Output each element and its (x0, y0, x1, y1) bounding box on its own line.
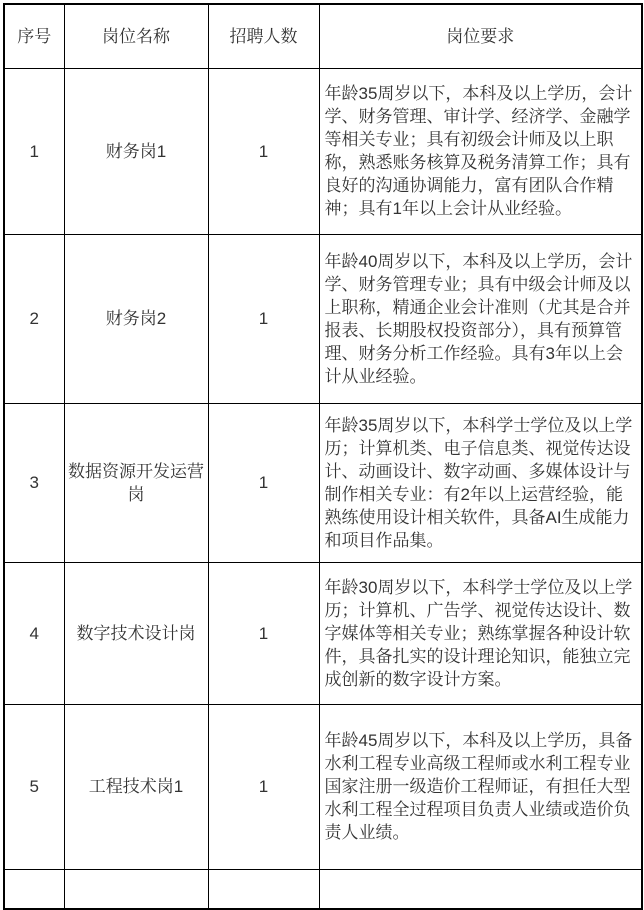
position-name-cell: 数字技术设计岗 (64, 562, 208, 704)
table-row (4, 704, 642, 869)
serial-number-cell (4, 869, 64, 909)
recruit-count-cell: 1 (208, 562, 319, 704)
requirements-cell: 年龄35周岁以下，本科及以上学历，会计学、财务管理、审计学、经济学、金融学等相关专业；具有初级会计师及以上职称，熟悉账务核算及税务清算工作；具有良好的沟通协调能力，富有团队合作精神；具有1年以上会计从业经验。 (319, 68, 642, 234)
position-name-cell: 工程技术岗1 (64, 704, 208, 869)
requirements-cell: 年龄35周岁以下，本科学士学位及以上学历；计算机类、电子信息类、视觉传达设计、动画设计、数字动画、多媒体设计与制作相关专业：有2年以上运营经验，能熟练使用设计相关软件，具备AI生成能力和项目作品集。 (319, 403, 642, 562)
table-row-partial (4, 869, 642, 909)
table-header-row (4, 4, 642, 68)
table-row (4, 403, 642, 562)
recruit-count-cell (208, 869, 319, 909)
position-name-cell (64, 869, 208, 909)
table-row (4, 562, 642, 704)
requirements-cell (319, 869, 642, 909)
serial-number-cell: 3 (4, 403, 64, 562)
requirements-cell: 年龄45周岁以下，本科及以上学历，具备水利工程专业高级工程师或水利工程专业国家注册一级造价工程师证，有担任大型水利工程全过程项目负责人业绩或造价负责人业绩。 (319, 704, 642, 869)
recruit-count-cell: 1 (208, 704, 319, 869)
serial-number-cell: 2 (4, 234, 64, 403)
header-serial-number: 序号 (4, 4, 64, 68)
recruit-count-cell: 1 (208, 234, 319, 403)
job-positions-table (3, 3, 643, 910)
position-name-cell: 财务岗1 (64, 68, 208, 234)
requirements-cell: 年龄30周岁以下，本科学士学位及以上学历；计算机、广告学、视觉传达设计、数字媒体等相关专业；熟练掌握各种设计软件，具备扎实的设计理论知识，能独立完成创新的数字设计方案。 (319, 562, 642, 704)
serial-number-cell: 5 (4, 704, 64, 869)
position-name-cell: 数据资源开发运营岗 (64, 403, 208, 562)
position-name-cell: 财务岗2 (64, 234, 208, 403)
requirements-cell: 年龄40周岁以下，本科及以上学历，会计学、财务管理专业；具有中级会计师及以上职称，精通企业会计准则（尤其是合并报表、长期股权投资部分），具有预算管理、财务分析工作经验。具有3年以上会计从业经验。 (319, 234, 642, 403)
serial-number-cell: 4 (4, 562, 64, 704)
recruit-count-cell: 1 (208, 403, 319, 562)
header-recruit-count: 招聘人数 (208, 4, 319, 68)
table-row (4, 68, 642, 234)
recruit-count-cell: 1 (208, 68, 319, 234)
header-requirements: 岗位要求 (319, 4, 642, 68)
serial-number-cell: 1 (4, 68, 64, 234)
header-position-name: 岗位名称 (64, 4, 208, 68)
table-row (4, 234, 642, 403)
